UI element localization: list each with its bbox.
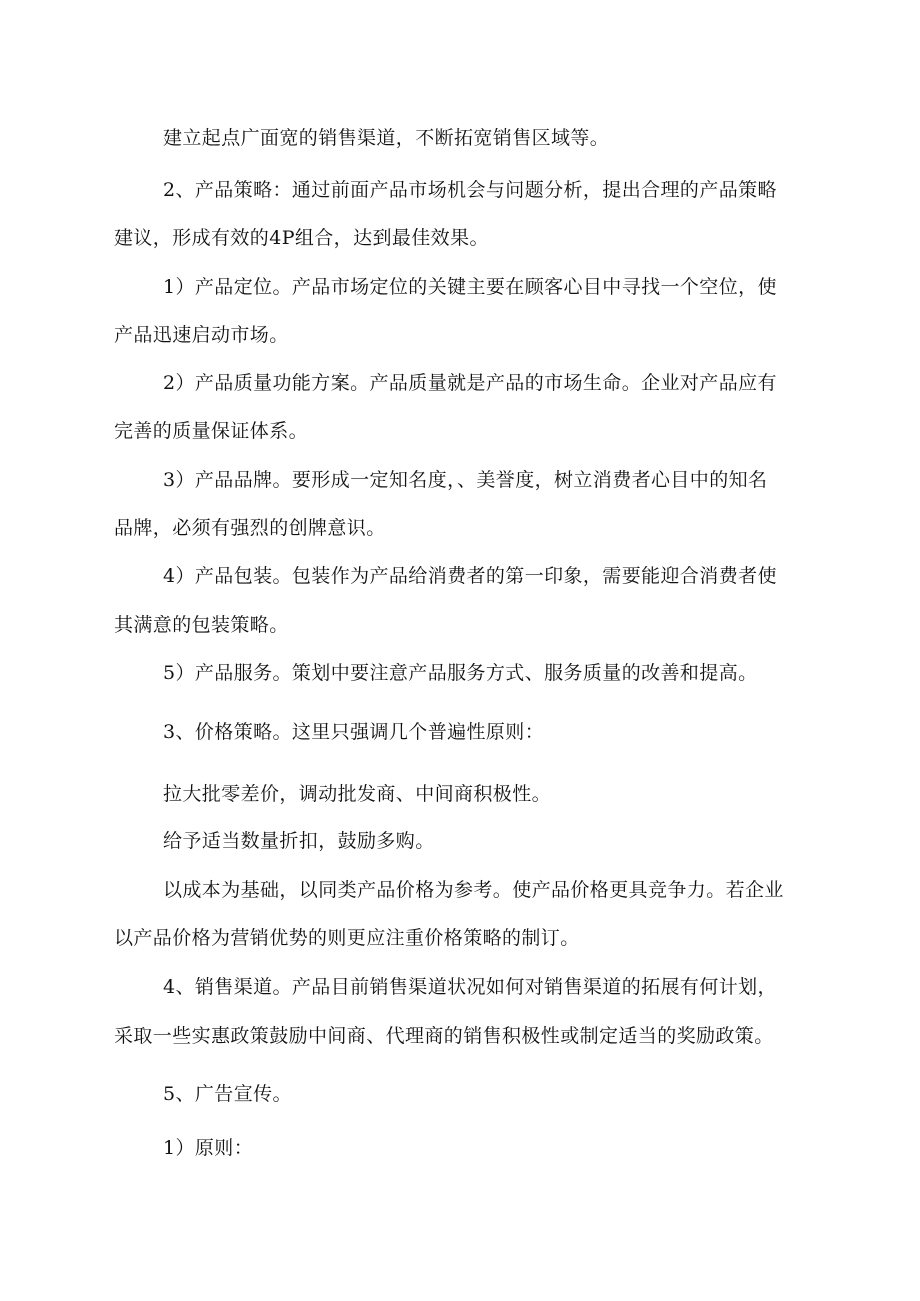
list-item-product-quality: 2）产品质量功能方案。产品质量就是产品的市场生命。企业对产品应有	[163, 372, 777, 394]
paragraph-line: 建立起点广面宽的销售渠道，不断拓宽销售区域等。	[163, 127, 610, 149]
list-item-product-service: 5）产品服务。策划中要注意产品服务方式、服务质量的改善和提高。	[163, 662, 758, 684]
section-heading-product-strategy: 2、产品策略：通过前面产品市场机会与问题分析，提出合理的产品策略	[163, 179, 777, 201]
paragraph-line: 以产品价格为营销优势的则更应注重价格策略的制订。	[114, 927, 580, 949]
paragraph-line: 完善的质量保证体系。	[114, 420, 309, 442]
section-heading-advertising: 5、广告宣传。	[163, 1083, 292, 1105]
list-item-product-brand: 3）产品品牌。要形成一定知名度，、美誉度，树立消费者心目中的知名	[163, 469, 768, 491]
section-heading-price-strategy: 3、价格策略。这里只强调几个普遍性原则：	[163, 721, 545, 743]
paragraph-line: 其满意的包装策略。	[114, 614, 289, 636]
paragraph-line: 拉大批零差价，调动批发商、中间商积极性。	[163, 783, 552, 805]
section-heading-sales-channel: 4、销售渠道。产品目前销售渠道状况如何对销售渠道的拓展有何计划，	[163, 976, 777, 998]
paragraph-line: 建议，形成有效的4P组合，达到最佳效果。	[114, 227, 489, 249]
paragraph-line: 给予适当数量折扣，鼓励多购。	[163, 830, 435, 852]
list-item-principles: 1）原则：	[163, 1137, 254, 1159]
paragraph-line: 产品迅速启动市场。	[114, 324, 289, 346]
paragraph-line: 以成本为基础，以同类产品价格为参考。使产品价格更具竞争力。若企业	[163, 879, 784, 901]
paragraph-line: 品牌，必须有强烈的创牌意识。	[114, 517, 386, 539]
paragraph-line: 采取一些实惠政策鼓励中间商、代理商的销售积极性或制定适当的奖励政策。	[114, 1025, 774, 1047]
list-item-product-packaging: 4）产品包装。包装作为产品给消费者的第一印象，需要能迎合消费者使	[163, 565, 777, 587]
list-item-product-positioning: 1）产品定位。产品市场定位的关键主要在顾客心目中寻找一个空位，使	[163, 276, 777, 298]
